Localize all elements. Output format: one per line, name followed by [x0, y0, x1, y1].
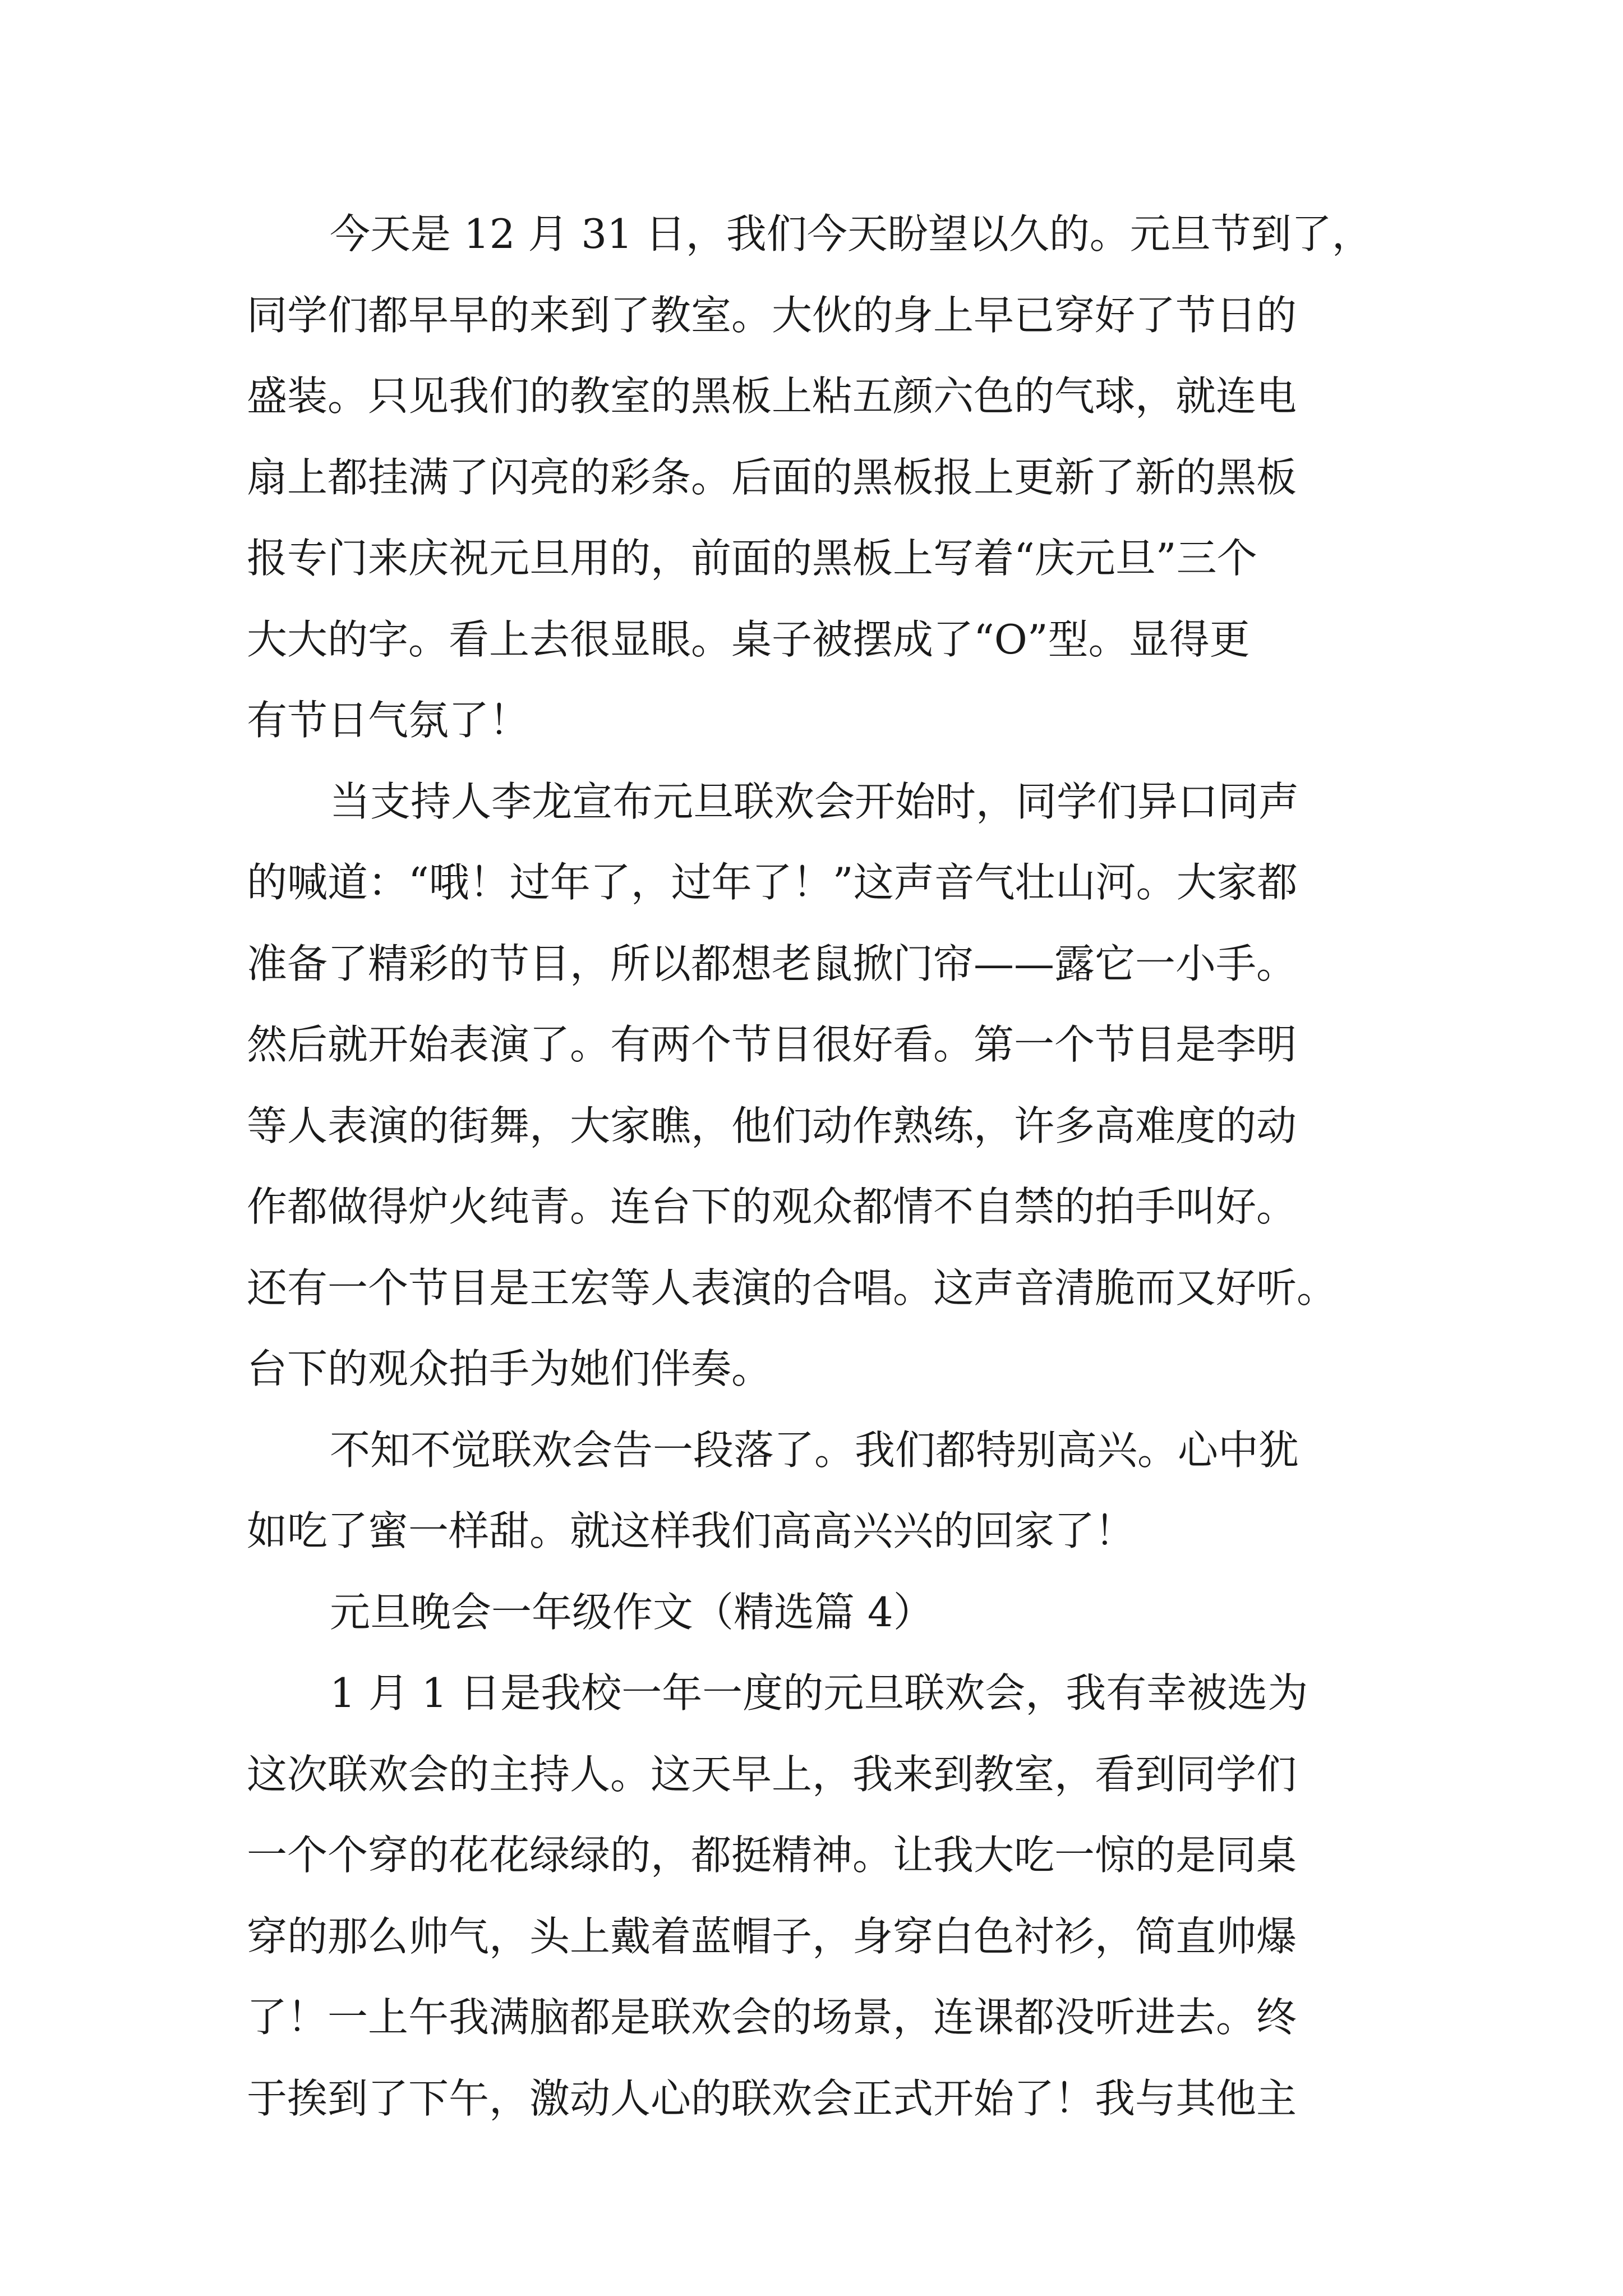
section-heading: 元旦晚会一年级作文（精选篇 4）: [330, 1588, 934, 1636]
text-line: 报专门来庆祝元旦用的，前面的黑板上写着“庆元旦”三个: [247, 535, 1257, 582]
text-line: 盛装。只见我们的教室的黑板上粘五颜六色的气球，就连电: [247, 372, 1297, 420]
text-line: 然后就开始表演了。有两个节目很好看。第一个节目是李明: [247, 1021, 1297, 1068]
text-line: 作都做得炉火纯青。连台下的观众都情不自禁的拍手叫好。: [247, 1183, 1297, 1230]
text-line: 今天是 12 月 31 日，我们今天盼望以久的。元旦节到了，: [330, 210, 1372, 257]
text-line: 1 月 1 日是我校一年一度的元旦联欢会，我有幸被选为: [330, 1669, 1308, 1717]
text-line: 当支持人李龙宣布元旦联欢会开始时，同学们异口同声: [330, 777, 1299, 825]
text-line: 这次联欢会的主持人。这天早上，我来到教室，看到同学们: [247, 1750, 1297, 1798]
text-line: 大大的字。看上去很显眼。桌子被摆成了“O”型。显得更: [247, 615, 1250, 663]
text-line: 等人表演的街舞，大家瞧，他们动作熟练，许多高难度的动: [247, 1102, 1297, 1149]
text-line: 有节日气氛了！: [247, 697, 530, 744]
text-line: 同学们都早早的来到了教室。大伙的身上早已穿好了节日的: [247, 291, 1297, 339]
text-line: 一个个穿的花花绿绿的，都挺精神。让我大吃一惊的是同桌: [247, 1832, 1297, 1879]
text-line: 的喊道：“哦！过年了，过年了！”这声音气壮山河。大家都: [247, 859, 1298, 906]
text-line: 台下的观众拍手为她们伴奏。: [247, 1345, 772, 1392]
text-line: 准备了精彩的节目，所以都想老鼠掀门帘——露它一小手。: [247, 940, 1297, 987]
text-line: 了！一上午我满脑都是联欢会的场景，连课都没听进去。终: [247, 1994, 1297, 2041]
text-line: 穿的那么帅气，头上戴着蓝帽子，身穿白色衬衫，简直帅爆: [247, 1912, 1297, 1960]
text-line: 不知不觉联欢会告一段落了。我们都特别高兴。心中犹: [330, 1426, 1299, 1474]
text-line: 如吃了蜜一样甜。就这样我们高高兴兴的回家了！: [247, 1507, 1136, 1554]
essay-body: [247, 194, 1385, 2139]
text-line: 于挨到了下午，激动人心的联欢会正式开始了！我与其他主: [247, 2074, 1297, 2122]
text-line: 扇上都挂满了闪亮的彩条。后面的黑板报上更新了新的黑板: [247, 453, 1297, 501]
text-line: 还有一个节目是王宏等人表演的合唱。这声音清脆而又好听。: [247, 1264, 1338, 1312]
